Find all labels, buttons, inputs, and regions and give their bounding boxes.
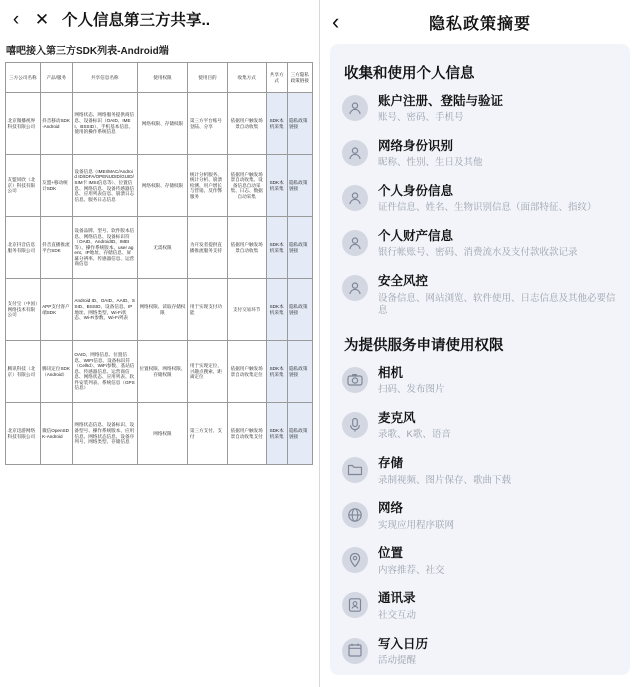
cell-product: 腾讯定位SDK（Android） [40, 341, 72, 403]
cell-collect: 依据用户触发场景自动收集 [227, 217, 266, 279]
cell-share: SDK本机采集 [266, 93, 287, 155]
privacy-item-name: 网络 [378, 501, 404, 516]
user-circle-icon [342, 95, 368, 121]
back-icon[interactable]: ‹ [12, 8, 20, 30]
privacy-item-name: 麦克风 [378, 411, 416, 426]
privacy-item-name: 位置 [378, 546, 404, 561]
table-row [6, 341, 313, 403]
cell-share: SDK本机采集 [266, 341, 287, 403]
privacy-item-desc: 录制视频、图片保存、歌曲下载 [378, 474, 512, 486]
cell-company: 腾讯科技（北京）有限公司 [6, 341, 41, 403]
table-row [6, 93, 313, 155]
privacy-item-text [378, 636, 618, 668]
table-row [6, 155, 313, 217]
privacy-item[interactable] [342, 183, 618, 215]
cell-share: SDK本机采集 [266, 279, 287, 341]
privacy-item-desc: 活动提醒 [378, 654, 417, 666]
cell-link[interactable]: 隐私政策链接 [287, 279, 312, 341]
privacy-item[interactable] [342, 545, 618, 577]
page-title: 个人信息第三方共享.. [62, 12, 211, 29]
privacy-item[interactable] [342, 93, 618, 125]
network-icon [342, 502, 368, 528]
th-product: 产品/服务 [40, 63, 72, 93]
cell-collect: 依据用户触发场景自动收集支付 [227, 403, 266, 465]
privacy-item-desc: 证件信息、姓名、生物识别信息（面部特征、指纹） [378, 202, 597, 214]
cell-info: 网络状态信息、设备标识、设备型号、操作系统版本、应用信息、网络状态信息、设备序列号、网络类型、存储信息 [72, 403, 137, 465]
cell-product: 抖音移动SDK-Android [40, 93, 72, 155]
cell-permission: 位置权限、网络权限、存储权限 [137, 341, 188, 403]
privacy-item-text [378, 545, 618, 577]
privacy-item-text [378, 455, 618, 487]
cell-permission: 网络权限 [137, 403, 188, 465]
sdk-list-subtitle: 嘻吧接入第三方SDK列表-Android端 [6, 46, 169, 57]
th-purpose: 使用目的 [188, 63, 227, 93]
close-icon[interactable]: ✕ [34, 9, 50, 29]
privacy-item-text [378, 500, 618, 532]
th-share: 共享方式 [266, 63, 287, 93]
th-perm: 使用权限 [137, 63, 188, 93]
privacy-item-desc: 实现应用程序联网 [378, 519, 455, 531]
cell-share: SDK本机采集 [266, 403, 287, 465]
privacy-item-text [378, 183, 618, 215]
cell-purpose: 统计分析服务、统计分析、崩溃检测、用户增长与营销、反作弊服务 [188, 155, 227, 217]
user-circle-icon [342, 230, 368, 256]
privacy-item-desc: 录歌、K歌、语音 [378, 429, 451, 441]
privacy-summary-panel [330, 44, 630, 675]
cell-company: 友盟同欣（北京）科技有限公司 [6, 155, 41, 217]
cell-info: 设备信息（IMEI/MAC/Android ID/IDFA/OPENUDID/GUID/SIM卡 IMSI信息等）、位置信息、网络信息、设备传感器信息、应用列表信息、崩溃日志信息、服务日志信息 [72, 155, 137, 217]
privacy-item-text [378, 365, 618, 397]
cell-collect: 依据用户触发场景自动收集、设备信息自动采集、日志、数据自动采集 [227, 155, 266, 217]
section-title: 为提供服务申请使用权限 [344, 338, 504, 355]
privacy-item-desc: 社交互动 [378, 609, 417, 621]
privacy-item[interactable] [342, 410, 618, 442]
cell-link[interactable]: 隐私政策链接 [287, 217, 312, 279]
cell-link[interactable]: 隐私政策链接 [287, 341, 312, 403]
cell-purpose: 用于实现支付功能 [188, 279, 227, 341]
privacy-item-desc: 银行帐账号、密码、消费流水及支付款收款记录 [378, 247, 578, 259]
cell-company: 北京抖音信息服务有限公司 [6, 217, 41, 279]
privacy-item-desc: 内容推荐、社交 [378, 564, 445, 576]
cell-permission: 网络权限、存储权限 [137, 93, 188, 155]
table-row [6, 217, 313, 279]
user-circle-icon [342, 140, 368, 166]
th-info: 共享信息名称 [72, 63, 137, 93]
cell-collect: 支付交易环节 [227, 279, 266, 341]
cell-link[interactable]: 隐私政策链接 [287, 403, 312, 465]
privacy-item[interactable] [342, 590, 618, 622]
privacy-item-text [378, 138, 618, 170]
cell-link[interactable]: 隐私政策链接 [287, 155, 312, 217]
privacy-item-name: 存储 [378, 456, 404, 471]
privacy-item-name: 写入日历 [378, 636, 429, 651]
privacy-item-desc: 昵称、性别、生日及其他 [378, 157, 483, 169]
section-title: 收集和使用个人信息 [344, 66, 475, 82]
th-company: 三方公司名称 [6, 63, 41, 93]
page-title: 隐私政策摘要 [428, 15, 531, 33]
table-row [6, 279, 313, 341]
privacy-item[interactable] [342, 455, 618, 487]
privacy-item-name: 网络身份识别 [378, 139, 454, 154]
cell-permission: 无需权限 [137, 217, 188, 279]
user-circle-icon [342, 185, 368, 211]
cell-product: 抖音直播推流平台SDK [40, 217, 72, 279]
privacy-item[interactable] [342, 228, 618, 260]
calendar-icon [342, 638, 368, 664]
camera-icon [342, 367, 368, 393]
th-collect: 收集方式 [227, 63, 266, 93]
privacy-item-text [378, 93, 618, 125]
cell-product: 微信OpenSDK-Android [40, 403, 72, 465]
privacy-item-name: 安全风控 [378, 274, 429, 289]
back-icon[interactable]: ‹ [332, 9, 340, 34]
privacy-item-desc: 设备信息、网站浏览、软件使用、日志信息及其他必要信息 [378, 292, 616, 317]
privacy-item-name: 账户注册、登陆与验证 [378, 94, 504, 108]
cell-collect: 依据用户触发场景自动收集 [227, 93, 266, 155]
privacy-item[interactable] [342, 138, 618, 170]
cell-permission: 网络权限、存储权限 [137, 155, 188, 217]
cell-company: 北京迅游网络科技有限公司 [6, 403, 41, 465]
right-header [320, 0, 640, 44]
privacy-item-name: 个人身份信息 [378, 184, 454, 199]
cell-company: 支付宝（中国）网络技术有限公司 [6, 279, 41, 341]
cell-link[interactable]: 隐私政策链接 [287, 93, 312, 155]
privacy-item-name: 通讯录 [378, 591, 416, 606]
user-circle-icon [342, 275, 368, 301]
cell-product: 友盟+移动统计SDK [40, 155, 72, 217]
privacy-item[interactable] [342, 273, 618, 318]
privacy-item[interactable] [342, 500, 618, 532]
cell-purpose: 用于实现定位、兴趣点搜索、距离定位 [188, 341, 227, 403]
cell-purpose: 第三方支付、支付 [188, 403, 227, 465]
location-icon [342, 547, 368, 573]
privacy-item-text [378, 228, 618, 260]
privacy-item-text [378, 410, 618, 442]
cell-info: OAID、网络信息、位置信息、WIFI信息、设备标识符（CellId）、WiFi参数、基站信息、传感器信息、运营商信息、网络状态、应用列表、软件安装列表、系统信息（GPS信息） [72, 341, 137, 403]
privacy-item-desc: 扫码、发布图片 [378, 384, 445, 396]
cell-purpose: 为开发者提供直播推流服务支持 [188, 217, 227, 279]
privacy-item-text [378, 273, 618, 318]
cell-info: Android ID、OAID、AAID、SSID、BSSID、设备信息、IP地址、网络类型、Wi-Fi状态、Wi-Fi参数、Wi-Fi列表 [72, 279, 137, 341]
sdk-table [5, 62, 313, 465]
cell-info: 网络状态、网络服务提供商信息、设备标识（OAID、IMEI、BSSID）、手机基本信息、使用的操作系统信息 [72, 93, 137, 155]
cell-info: 设备品牌、型号、软件版本信息、网络信息、设备标识符（OAID、AndroidID、IMEI等）、操作系统版本、user agent、IP地址、存储信息、屏幕分辨率、传感器信息、运营商信息 [72, 217, 137, 279]
table-header-row [6, 63, 313, 93]
privacy-item-name: 相机 [378, 366, 404, 381]
th-link: 三方隐私政策链接 [287, 63, 312, 93]
table-row [6, 403, 313, 465]
right-screen-privacy-summary [320, 0, 640, 687]
privacy-item-text [378, 590, 618, 622]
cell-company: 北京微播视界科技有限公司 [6, 93, 41, 155]
privacy-item[interactable] [342, 365, 618, 397]
privacy-item[interactable] [342, 636, 618, 668]
cell-share: SDK本机采集 [266, 217, 287, 279]
cell-purpose: 第三方平台账号登陆、分享 [188, 93, 227, 155]
cell-share: SDK本机采集 [266, 155, 287, 217]
privacy-item-desc: 账号、密码、手机号 [378, 112, 464, 124]
left-header [0, 0, 319, 38]
microphone-icon [342, 412, 368, 438]
folder-icon [342, 457, 368, 483]
contacts-icon [342, 592, 368, 618]
cell-product: APP支付客户端SDK [40, 279, 72, 341]
privacy-item-name: 个人财产信息 [378, 229, 454, 244]
cell-collect: 依据用户触发场景自动收集定位 [227, 341, 266, 403]
cell-permission: 网络权限、读取存储权限 [137, 279, 188, 341]
